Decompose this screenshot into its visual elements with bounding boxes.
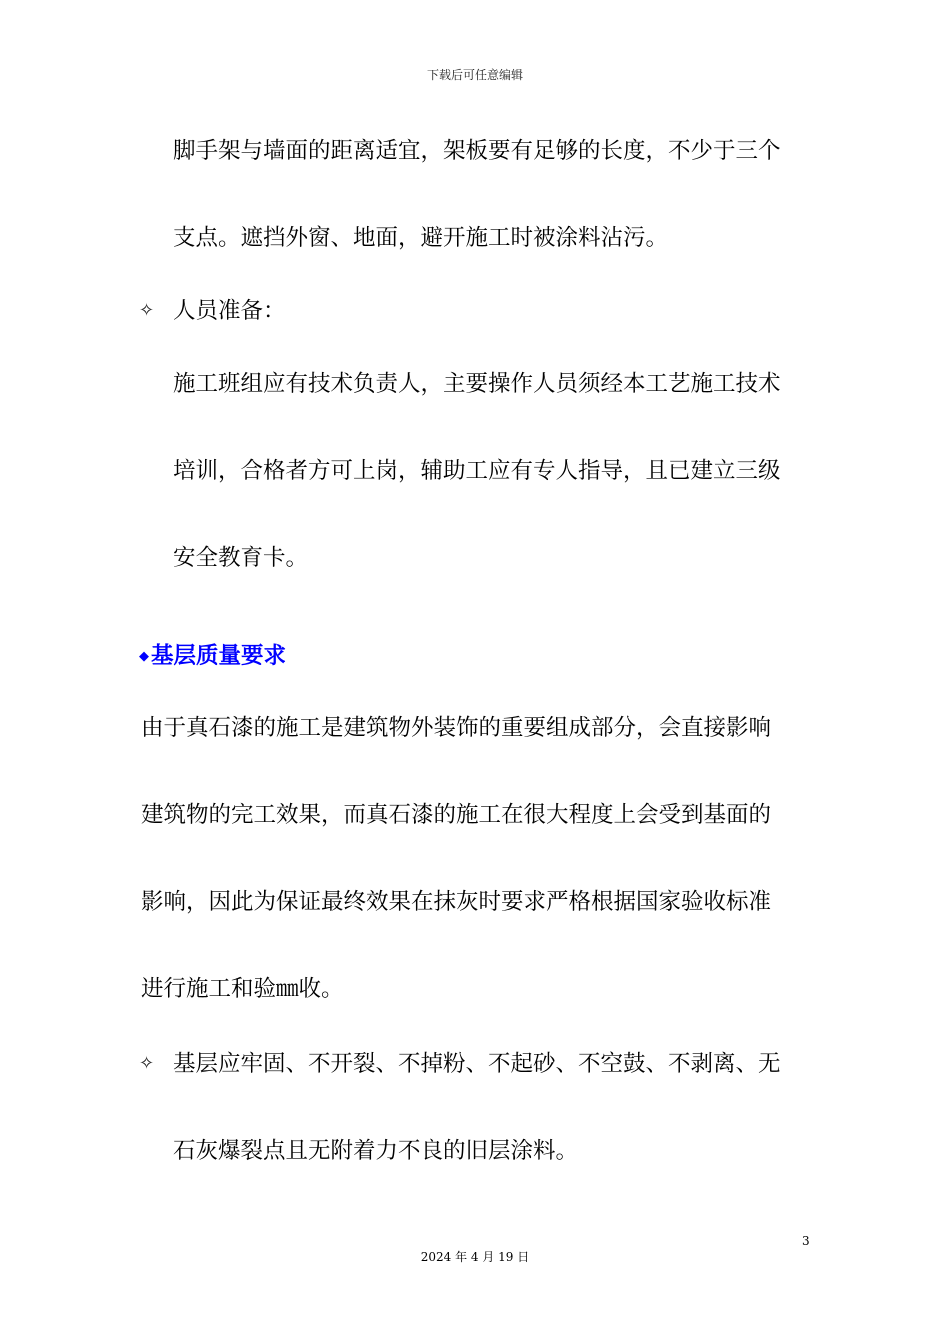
paragraph-line: 由于真石漆的施工是建筑物外装饰的重要组成部分，会直接影响 — [141, 715, 772, 741]
paragraph-line: 进行施工和验㎜收。 — [141, 976, 344, 1002]
section-heading — [139, 641, 286, 672]
paragraph-line: 建筑物的完工效果，而真石漆的施工在很大程度上会受到基面的 — [141, 802, 772, 828]
bullet-star-icon: ✧ — [139, 1053, 155, 1074]
page-number: 3 — [802, 1234, 810, 1248]
paragraph-line: 安全教育卡。 — [173, 545, 309, 571]
paragraph-line: 施工班组应有技术负责人，主要操作人员须经本工艺施工技术 — [173, 371, 781, 397]
bullet-star-icon: ✧ — [139, 300, 155, 321]
paragraph-line: 影响，因此为保证最终效果在抹灰时要求严格根据国家验收标准 — [141, 889, 772, 915]
paragraph-line: 支点。遮挡外窗、地面，避开施工时被涂料沾污。 — [173, 225, 669, 251]
paragraph-line: 石灰爆裂点且无附着力不良的旧层涂料。 — [173, 1138, 579, 1164]
paragraph-line: 培训，合格者方可上岗，辅助工应有专人指导，且已建立三级 — [173, 458, 781, 484]
section-heading-text: 基层质量要求 — [151, 643, 287, 669]
diamond-bullet-icon: ◆ — [139, 649, 149, 664]
page-header: 下载后可任意编辑 — [426, 68, 523, 82]
paragraph-line: 基层应牢固、不开裂、不掉粉、不起砂、不空鼓、不剥离、无 — [173, 1051, 781, 1077]
list-item-title: 人员准备： — [173, 298, 286, 324]
footer-date: 2024 年 4 月 19 日 — [420, 1250, 530, 1264]
paragraph-line: 脚手架与墙面的距离适宜，架板要有足够的长度，不少于三个 — [173, 138, 781, 164]
